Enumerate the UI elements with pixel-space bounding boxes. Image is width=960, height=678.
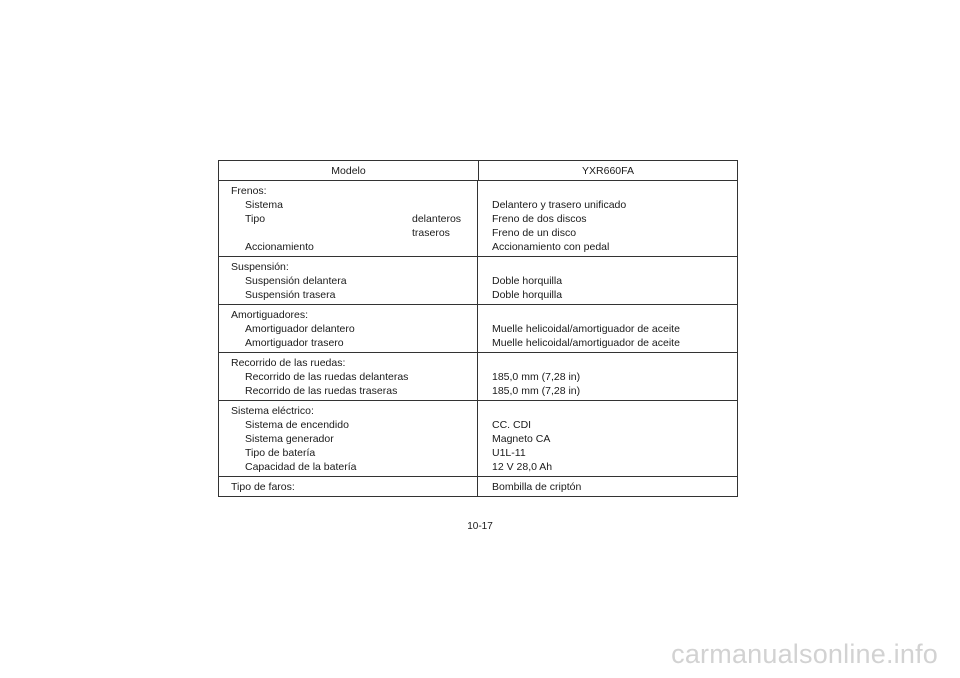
recorrido-title: Recorrido de las ruedas: [231, 357, 346, 369]
faros-label: Tipo de faros: [231, 481, 295, 493]
amortiguador-trasero-label: Amortiguador trasero [245, 337, 344, 349]
table-header [219, 161, 737, 181]
frenos-sistema-value: Delantero y trasero unificado [492, 199, 627, 211]
frenos-traseros-label: traseros [412, 227, 450, 239]
suspension-trasera-label: Suspensión trasera [245, 289, 336, 301]
bateria-value: U1L-11 [492, 447, 526, 459]
suspension-trasera-value: Doble horquilla [492, 289, 563, 301]
suspension-title: Suspensión: [231, 261, 289, 273]
recorrido-delanteras-value: 185,0 mm (7,28 in) [492, 371, 581, 383]
model-value: YXR660FA [582, 164, 634, 177]
frenos-tipo-label: Tipo [245, 213, 266, 225]
watermark: carmanualsonline.info [671, 639, 938, 669]
capacidad-label: Capacidad de la batería [245, 461, 357, 473]
bateria-label: Tipo de batería [245, 447, 316, 459]
frenos-traseros-row [219, 226, 477, 240]
frenos-delanteros-value: Freno de dos discos [492, 213, 587, 225]
section-suspension [219, 257, 737, 305]
section-amortiguadores [219, 305, 737, 353]
recorrido-traseras-label: Recorrido de las ruedas traseras [245, 385, 398, 397]
frenos-delanteros-label: delanteros [412, 213, 462, 225]
generador-label: Sistema generador [245, 433, 334, 445]
spec-table [218, 160, 738, 497]
section-recorrido [219, 353, 737, 401]
amortiguadores-title: Amortiguadores: [231, 309, 309, 321]
frenos-accionamiento-label: Accionamiento [245, 241, 314, 253]
encendido-label: Sistema de encendido [245, 419, 349, 431]
recorrido-delanteras-label: Recorrido de las ruedas delanteras [245, 371, 409, 383]
recorrido-traseras-value: 185,0 mm (7,28 in) [492, 385, 581, 397]
amortiguador-trasero-value: Muelle helicoidal/amortiguador de aceite [492, 337, 680, 349]
suspension-delantera-label: Suspensión delantera [245, 275, 347, 287]
section-faros [219, 477, 737, 496]
frenos-sistema-label: Sistema [245, 199, 283, 211]
electrico-title: Sistema eléctrico: [231, 405, 314, 417]
frenos-traseros-value: Freno de un disco [492, 227, 577, 239]
section-frenos [219, 181, 737, 257]
capacidad-value: 12 V 28,0 Ah [492, 461, 553, 473]
frenos-accionamiento-value: Accionamiento con pedal [492, 241, 610, 253]
frenos-title: Frenos: [231, 185, 267, 197]
amortiguador-delantero-value: Muelle helicoidal/amortiguador de aceite [492, 323, 680, 335]
encendido-value: CC. CDI [492, 419, 532, 431]
page-number: 10-17 [467, 521, 493, 532]
suspension-delantera-value: Doble horquilla [492, 275, 563, 287]
frenos-tipo-row [219, 212, 477, 226]
generador-value: Magneto CA [492, 433, 551, 445]
amortiguador-delantero-label: Amortiguador delantero [245, 323, 355, 335]
faros-value: Bombilla de criptón [492, 481, 582, 493]
model-label: Modelo [219, 161, 479, 180]
section-electrico [219, 401, 737, 477]
